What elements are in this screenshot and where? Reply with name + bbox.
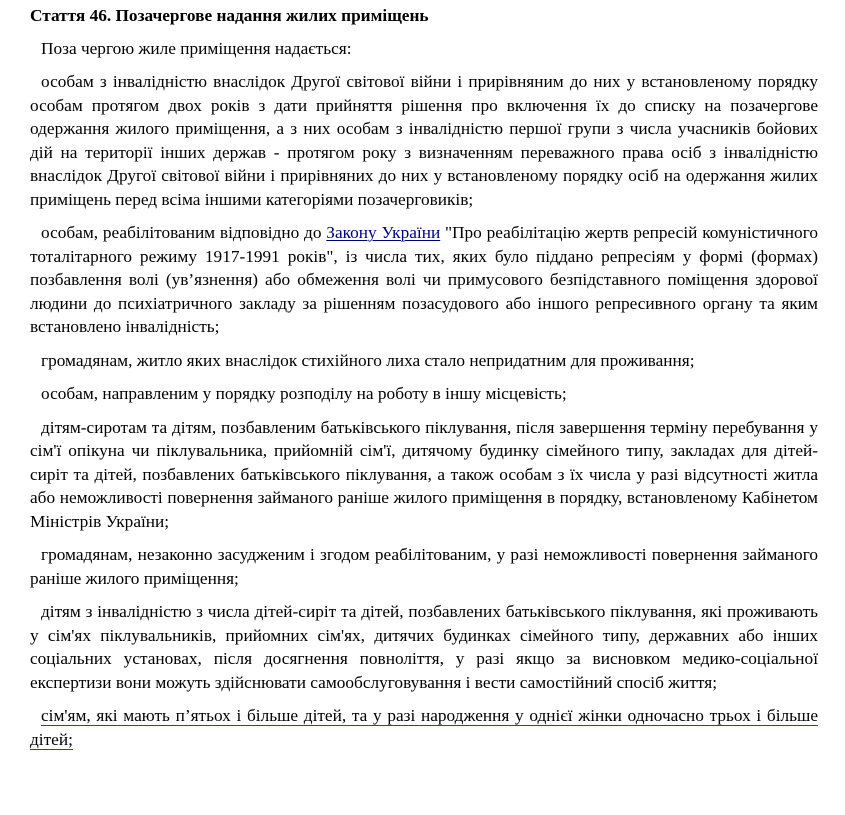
paragraph-large-families bbox=[30, 704, 818, 751]
article-heading: Позачергове надання жилих приміщень bbox=[111, 6, 429, 25]
article-title bbox=[30, 4, 818, 28]
article-number: Стаття 46. bbox=[30, 6, 112, 25]
rehabilitated-text-after-link: "Про реабілітацію жертв репресій комуністичного тоталітарного режиму 1917-1991 років", із числа тих, яких було піддано репресіям у формі (формах) позбавлення волі (ув’язнення) або обмеження волі чи примусового безпідставного поміщення здорової людини до психіатричного закладу за рішенням позасудового або іншого репресивного органу та яким встановлено інвалідність; bbox=[30, 223, 818, 336]
paragraph-unlawfully-convicted: громадянам, незаконно засудженим і згодом реабілітованим, у разі неможливості повернення займаного раніше жилого приміщення; bbox=[30, 545, 818, 588]
paragraph-work-assignment: особам, направленим у порядку розподілу на роботу в іншу місцевість; bbox=[41, 384, 567, 403]
paragraph-rehabilitated bbox=[30, 221, 818, 339]
paragraph-orphans: дітям-сиротам та дітям, позбавленим батьківського піклування, після завершення терміну перебування у сім'ї опікуна чи піклувальника, прийомній сім'ї, дитячому будинку сімейного типу, закладах для дітей-сиріт та дітей, позбавлених батьківського піклування, а також особам з їх числа у разі відсутності житла або неможливості повернення займаного раніше жилого приміщення в порядку, встановленому Кабінетом Міністрів України; bbox=[30, 417, 818, 531]
paragraph-war-disabled: особам з інвалідністю внаслідок Другої світової війни і прирівняним до них у встановленому порядку особам протягом двох років з дати прийняття рішення про включення їх до списку на позачергове одержання жилого приміщення, а з них особам з інвалідністю першої групи з числа учасників бойових дій на території інших держав - протягом року з визначенням переважного права осіб з інвалідністю внаслідок Другої світової війни і прирівняних до них у встановленому порядку осіб на одержання жилих приміщень перед всіма іншими категоріями позачерговиків; bbox=[30, 72, 818, 209]
paragraph-natural-disaster: громадянам, житло яких внаслідок стихійного лиха стало непридатним для проживання; bbox=[41, 350, 695, 370]
large-families-highlighted-text: сім'ям, які мають п’ятьох і більше дітей, та у разі народження у однієї жінки одночасно трьох і більше дітей; bbox=[30, 706, 818, 749]
lead-paragraph: Поза чергою жиле приміщення надається: bbox=[41, 38, 352, 58]
paragraph-disabled-orphans: дітям з інвалідністю з числа дітей-сиріт та дітей, позбавлених батьківського піклування, які проживають у сім'ях піклувальників, прийомних сім'ях, дитячих будинках сімейного типу, державних або інших соціальних установах, після досягнення повноліття, у разі якщо за висновком медико-соціальної експертизи вони можуть здійснювати самообслуговування і вести самостійний спосіб життя; bbox=[30, 602, 818, 692]
law-of-ukraine-link[interactable]: Закону України bbox=[326, 223, 441, 242]
rehabilitated-text-before-link: особам, реабілітованим відповідно до bbox=[41, 223, 327, 242]
